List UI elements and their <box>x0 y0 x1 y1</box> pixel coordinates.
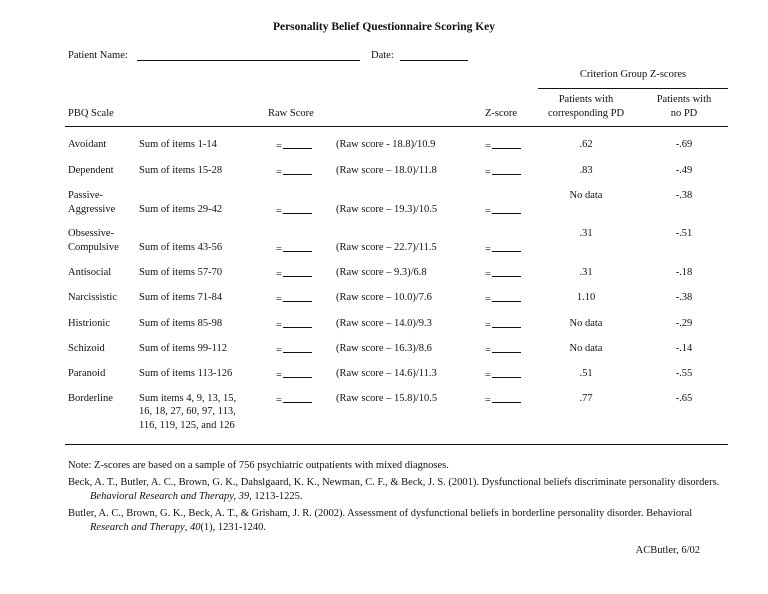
reference-1-text: Beck, A. T., Butler, A. C., Brown, G. K., Dahslgaard, K. K., Newman, C. F., & Beck, J. S. (2001). Dysfunctional beliefs discriminate personality disorders. <box>68 477 720 488</box>
row-scale: Dependent <box>68 165 114 176</box>
equals-sign: = <box>276 269 282 280</box>
raw-score-entry[interactable] <box>276 242 312 255</box>
row-pd-z: .62 <box>579 139 593 150</box>
z-score-entry[interactable] <box>485 343 521 356</box>
row-items: Sum of items 85-98 <box>139 318 223 329</box>
col-header-pd-1: Patients with <box>558 94 614 105</box>
reference-2-text: Butler, A. C., Brown, G. K., Beck, A. T., & Grisham, J. R. (2002). Assessment of dysfunctional beliefs in borderline personality disorder. Behavioral <box>68 508 693 519</box>
z-score-entry[interactable] <box>485 165 521 178</box>
equals-sign: = <box>485 370 491 381</box>
raw-score-blank[interactable] <box>283 165 312 175</box>
row-nopd-z: -.51 <box>675 228 693 239</box>
equals-sign: = <box>485 167 491 178</box>
reference-1-pages: 1213-1225. <box>251 491 303 502</box>
equals-sign: = <box>276 320 282 331</box>
row-scale-line2: Aggressive <box>68 204 116 215</box>
criterion-header: Criterion Group Z-scores <box>579 69 687 80</box>
header-divider <box>65 126 728 127</box>
raw-score-entry[interactable] <box>276 267 312 280</box>
row-nopd-z: -.14 <box>675 343 693 354</box>
row-items: Sum of items 43-56 <box>139 242 223 253</box>
note: Note: Z-scores are based on a sample of 756 psychiatric outpatients with mixed diagnoses. <box>68 460 449 471</box>
raw-score-entry[interactable] <box>276 343 312 356</box>
raw-score-entry[interactable] <box>276 292 312 305</box>
row-pd-z: 1.10 <box>576 292 596 303</box>
z-score-entry[interactable] <box>485 242 521 255</box>
patient-name-field[interactable] <box>137 50 360 61</box>
z-score-entry[interactable] <box>485 267 521 280</box>
col-header-scale: PBQ Scale <box>68 108 114 119</box>
page-title: Personality Belief Questionnaire Scoring Key <box>272 21 496 33</box>
reference-2 <box>68 507 730 535</box>
row-items: Sum of items 15-28 <box>139 165 223 176</box>
raw-score-blank[interactable] <box>283 267 312 277</box>
col-header-pd-2: corresponding PD <box>547 108 625 119</box>
equals-sign: = <box>276 370 282 381</box>
z-score-entry[interactable] <box>485 368 521 381</box>
equals-sign: = <box>485 244 491 255</box>
equals-sign: = <box>276 167 282 178</box>
raw-score-entry[interactable] <box>276 393 312 406</box>
row-items: Sum of items 57-70 <box>139 267 223 278</box>
row-pd-z: .83 <box>579 165 593 176</box>
row-pd-z: No data <box>569 343 603 354</box>
row-scale: Antisocial <box>68 267 112 278</box>
z-score-entry[interactable] <box>485 204 521 217</box>
row-items-line1: Sum items 4, 9, 13, 15, <box>139 393 237 404</box>
col-header-z: Z-score <box>485 108 518 119</box>
row-formula: (Raw score – 14.6)/11.3 <box>336 368 437 379</box>
row-items: Sum of items 113-126 <box>139 368 233 379</box>
row-items: Sum of items 71-84 <box>139 292 223 303</box>
signature: ACButler, 6/02 <box>635 545 700 556</box>
z-score-entry[interactable] <box>485 393 521 406</box>
col-header-nopd-2: no PD <box>670 108 698 119</box>
row-scale: Paranoid <box>68 368 106 379</box>
row-nopd-z: -.29 <box>675 318 693 329</box>
equals-sign: = <box>485 206 491 217</box>
equals-sign: = <box>276 345 282 356</box>
equals-sign: = <box>276 141 282 152</box>
row-scale: Avoidant <box>68 139 107 150</box>
raw-score-blank[interactable] <box>283 204 312 214</box>
col-header-raw: Raw Score <box>268 108 314 119</box>
raw-score-blank[interactable] <box>283 318 312 328</box>
row-pd-z: .77 <box>579 393 593 404</box>
raw-score-entry[interactable] <box>276 204 312 217</box>
raw-score-blank[interactable] <box>283 242 312 252</box>
row-nopd-z: -.65 <box>675 393 693 404</box>
equals-sign: = <box>485 320 491 331</box>
z-score-entry[interactable] <box>485 139 521 152</box>
equals-sign: = <box>276 395 282 406</box>
raw-score-entry[interactable] <box>276 368 312 381</box>
row-items-line2: 16, 18, 27, 60, 97, 113, <box>139 406 236 417</box>
z-score-entry[interactable] <box>485 292 521 305</box>
date-field[interactable] <box>400 50 468 61</box>
row-items-line3: 116, 119, 125, and 126 <box>139 420 235 431</box>
row-formula: (Raw score - 18.8)/10.9 <box>336 139 436 150</box>
raw-score-blank[interactable] <box>283 139 312 149</box>
row-nopd-z: -.55 <box>675 368 693 379</box>
row-scale: Histrionic <box>68 318 110 329</box>
reference-1 <box>68 476 730 504</box>
reference-2-pages: (1), 1231-1240. <box>200 522 267 533</box>
z-score-blank[interactable] <box>492 368 521 378</box>
row-pd-z: .51 <box>579 368 593 379</box>
z-score-blank[interactable] <box>492 242 521 252</box>
z-score-blank[interactable] <box>492 165 521 175</box>
equals-sign: = <box>485 294 491 305</box>
criterion-divider <box>538 88 728 89</box>
row-nopd-z: -.18 <box>675 267 693 278</box>
row-formula: (Raw score – 10.0)/7.6 <box>336 292 432 303</box>
equals-sign: = <box>276 244 282 255</box>
row-scale-line1: Passive- <box>68 190 103 201</box>
row-formula: (Raw score – 18.0)/11.8 <box>336 165 437 176</box>
patient-name-label: Patient Name: <box>68 50 128 61</box>
raw-score-blank[interactable] <box>283 393 312 403</box>
reference-2-volume: 40 <box>189 522 201 533</box>
row-nopd-z: -.49 <box>675 165 693 176</box>
z-score-blank[interactable] <box>492 204 521 214</box>
row-scale: Borderline <box>68 393 113 404</box>
equals-sign: = <box>485 269 491 280</box>
raw-score-entry[interactable] <box>276 318 312 331</box>
z-score-entry[interactable] <box>485 318 521 331</box>
row-scale-line2: Compulsive <box>68 242 119 253</box>
row-items: Sum of items 99-112 <box>139 343 227 354</box>
equals-sign: = <box>485 345 491 356</box>
row-nopd-z: -.38 <box>675 292 693 303</box>
raw-score-entry[interactable] <box>276 139 312 152</box>
raw-score-blank[interactable] <box>283 368 312 378</box>
footer-divider <box>65 444 728 445</box>
row-items: Sum of items 29-42 <box>139 204 223 215</box>
z-score-blank[interactable] <box>492 267 521 277</box>
row-formula: (Raw score – 22.7)/11.5 <box>336 242 437 253</box>
row-formula: (Raw score – 14.0)/9.3 <box>336 318 432 329</box>
z-score-blank[interactable] <box>492 343 521 353</box>
equals-sign: = <box>485 395 491 406</box>
row-scale: Narcissistic <box>68 292 117 303</box>
row-pd-z: .31 <box>579 228 593 239</box>
row-pd-z: No data <box>569 190 603 201</box>
reference-2-comma: , <box>184 522 190 533</box>
row-nopd-z: -.38 <box>675 190 693 201</box>
raw-score-blank[interactable] <box>283 292 312 302</box>
row-pd-z: No data <box>569 318 603 329</box>
z-score-blank[interactable] <box>492 393 521 403</box>
row-items: Sum of items 1-14 <box>139 139 217 150</box>
row-formula: (Raw score – 15.8)/10.5 <box>336 393 438 404</box>
row-nopd-z: -.69 <box>675 139 693 150</box>
equals-sign: = <box>276 206 282 217</box>
reference-2-journal: Research and Therapy <box>90 522 185 533</box>
row-pd-z: .31 <box>579 267 593 278</box>
col-header-nopd-1: Patients with <box>656 94 712 105</box>
equals-sign: = <box>485 141 491 152</box>
row-scale: Schizoid <box>68 343 105 354</box>
row-scale-line1: Obsessive- <box>68 228 115 239</box>
reference-1-journal: Behavioral Research and Therapy, 39, <box>90 491 252 502</box>
z-score-blank[interactable] <box>492 318 521 328</box>
raw-score-blank[interactable] <box>283 343 312 353</box>
raw-score-entry[interactable] <box>276 165 312 178</box>
row-formula: (Raw score – 19.3)/10.5 <box>336 204 438 215</box>
date-label: Date: <box>371 50 394 61</box>
row-formula: (Raw score – 16.3)/8.6 <box>336 343 432 354</box>
equals-sign: = <box>276 294 282 305</box>
z-score-blank[interactable] <box>492 292 521 302</box>
z-score-blank[interactable] <box>492 139 521 149</box>
row-formula: (Raw score – 9.3)/6.8 <box>336 267 427 278</box>
